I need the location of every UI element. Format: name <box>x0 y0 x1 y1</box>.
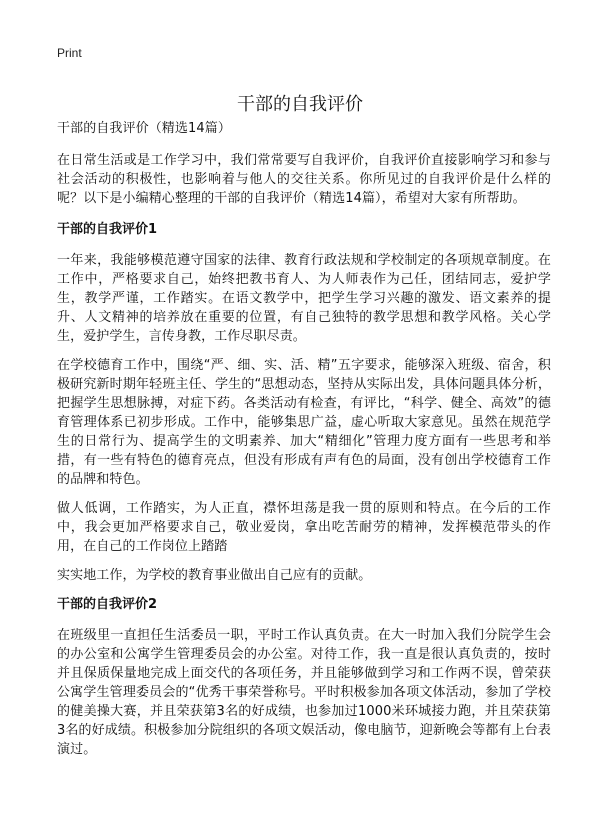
section-paragraph: 在学校德育工作中，围绕“严、细、实、活、精”五字要求，能够深入班级、宿舍，积极研究新时期年轻班主任、学生的“思想动态，坚持从实际出发，具体问题具体分析，把握学生思想脉搏，对症下药。各类活动有检查，有评比，“科学、健全、高效”的德育管理体系已初步形成。工作中，能够集思广益，虚心听取大家意见。虽然在规范学生的日常行为、提高学生的文明素养、加大“精细化”管理力度方面有一些思考和举措，有一些有特色的德育亮点，但没有形成有声有色的局面，没有创出学校德育工作的品牌和特色。 <box>57 358 551 487</box>
section-paragraph: 实实地工作，为学校的教育事业做出自己应有的贡献。 <box>57 568 372 583</box>
section-paragraph: 做人低调，工作踏实，为人正直，襟怀坦荡是我一贯的原则和特点。在今后的工作中，我会更加严格要求自己，敬业爱岗，拿出吃苦耐劳的精神，发挥模范带头的作用，在自己的工作岗位上踏踏 <box>57 501 551 554</box>
article-subtitle: 干部的自我评价（精选14篇） <box>57 121 231 136</box>
article-body <box>57 119 551 769</box>
intro-paragraph: 在日常生活或是工作学习中，我们常常要写自我评价，自我评价直接影响学习和参与社会活动的积极性，也影响着与他人的交往关系。你所见过的自我评价是什么样的呢？以下是小编精心整理的干部的自我评价（精选14篇），希望对大家有所帮助。 <box>57 153 551 206</box>
section-heading: 干部的自我评价2 <box>57 597 158 612</box>
section-heading: 干部的自我评价1 <box>57 222 158 237</box>
print-link[interactable]: Print <box>57 46 82 60</box>
section-paragraph: 在班级里一直担任生活委员一职，平时工作认真负责。在大一时加入我们分院学生会的办公室和公寓学生管理委员会的办公室。对待工作，我一直是很认真负责的，按时并且保质保量地完成上面交代的各项任务，并且能够做到学习和工作两不误，曾荣获公寓学生管理委员会的“优秀干事荣誉称号。平时积极参加各项文体活动，参加了学校的健美操大赛，并且荣获第3名的好成绩，也参加过1000米环城接力跑，并且荣获第3名的好成绩。积极参加分院组织的各项文娱活动，像电脑节，迎新晚会等都有上台表演过。 <box>57 628 551 757</box>
page-title: 干部的自我评价 <box>237 94 363 116</box>
section-paragraph: 一年来，我能够模范遵守国家的法律、教育行政法规和学校制定的各项规章制度。在工作中，严格要求自己，始终把教书育人、为人师表作为己任，团结同志，爱护学生，教学严谨，工作踏实。在语文教学中，把学生学习兴趣的激发、语文素养的提升、人文精神的培养放在重要的位置，有自己独特的教学思想和教学风格。关心学生，爱护学生，言传身教，工作尽职尽责。 <box>57 253 551 344</box>
